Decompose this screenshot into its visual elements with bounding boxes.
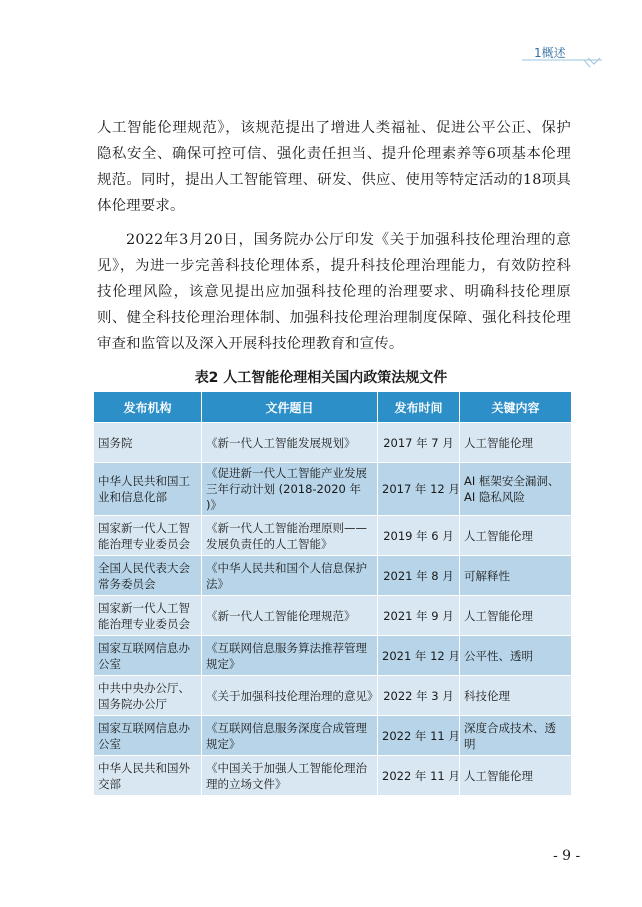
cell-issuer: 国家新一代人工智能治理专业委员会 <box>94 596 202 636</box>
section-header: 1概述 <box>534 46 566 60</box>
cell-key-content: AI 框架安全漏洞、AI 隐私风险 <box>460 463 572 516</box>
cell-date: 2019 年 6 月 <box>378 516 460 556</box>
cell-date: 2017 年 12 月 <box>378 463 460 516</box>
cell-title: 《互联网信息服务深度合成管理规定》 <box>202 716 378 756</box>
cell-date: 2022 年 3 月 <box>378 676 460 716</box>
cell-date: 2021 年 9 月 <box>378 596 460 636</box>
table-row <box>94 756 572 796</box>
cell-issuer: 中华人民共和国工业和信息化部 <box>94 463 202 516</box>
table-row <box>94 423 572 463</box>
table-row <box>94 636 572 676</box>
cell-date: 2021 年 8 月 <box>378 556 460 596</box>
cell-date: 2021 年 12 月 <box>378 636 460 676</box>
cell-issuer: 国家新一代人工智能治理专业委员会 <box>94 516 202 556</box>
header-key-content: 关键内容 <box>460 392 572 423</box>
cell-title: 《新一代人工智能发展规划》 <box>202 423 378 463</box>
table-row <box>94 716 572 756</box>
cell-title: 《中华人民共和国个人信息保护法》 <box>202 556 378 596</box>
cell-key-content: 人工智能伦理 <box>460 423 572 463</box>
cell-key-content: 深度合成技术、透明 <box>460 716 572 756</box>
cell-issuer: 国务院 <box>94 423 202 463</box>
cell-title: 《新一代人工智能治理原则——发展负责任的人工智能》 <box>202 516 378 556</box>
cell-issuer: 中共中央办公厅、国务院办公厅 <box>94 676 202 716</box>
cell-issuer: 国家互联网信息办公室 <box>94 716 202 756</box>
cell-date: 2017 年 7 月 <box>378 423 460 463</box>
cell-date: 2022 年 11 月 <box>378 716 460 756</box>
table-header-row <box>94 392 572 423</box>
cell-title: 《促进新一代人工智能产业发展三年行动计划 (2018-2020 年 )》 <box>202 463 378 516</box>
cell-key-content: 人工智能伦理 <box>460 756 572 796</box>
body-paragraph-2: 2022年3月20日，国务院办公厅印发《关于加强科技伦理治理的意见》，为进一步完善科技伦理体系，提升科技伦理治理能力，有效防控科技伦理风险，该意见提出应加强科技伦理的治理要求、明确科技伦理原则、健全科技伦理治理体制、加强科技伦理治理制度保障、强化科技伦理审查和监管以及深入开展科技伦理教育和宣传。 <box>97 232 571 352</box>
table-row <box>94 556 572 596</box>
cell-date: 2022 年 11 月 <box>378 756 460 796</box>
cell-title: 《新一代人工智能伦理规范》 <box>202 596 378 636</box>
table-row <box>94 596 572 636</box>
table-row <box>94 463 572 516</box>
cell-key-content: 公平性、透明 <box>460 636 572 676</box>
cell-key-content: 可解释性 <box>460 556 572 596</box>
cell-issuer: 国家互联网信息办公室 <box>94 636 202 676</box>
table-row <box>94 516 572 556</box>
cell-key-content: 人工智能伦理 <box>460 596 572 636</box>
cell-key-content: 科技伦理 <box>460 676 572 716</box>
header-title: 文件题目 <box>202 392 378 423</box>
cell-title: 《中国关于加强人工智能伦理治理的立场文件》 <box>202 756 378 796</box>
header-date: 发布时间 <box>378 392 460 423</box>
cell-issuer: 全国人民代表大会常务委员会 <box>94 556 202 596</box>
header-issuer: 发布机构 <box>94 392 202 423</box>
body-paragraph-1: 人工智能伦理规范》，该规范提出了增进人类福祉、促进公平公正、保护隐私安全、确保可控可信、强化责任担当、提升伦理素养等6项基本伦理规范。同时，提出人工智能管理、研发、供应、使用等特定活动的18项具体伦理要求。 <box>97 120 571 214</box>
cell-issuer: 中华人民共和国外交部 <box>94 756 202 796</box>
page-number: - 9 - <box>553 848 581 864</box>
cell-title: 《关于加强科技伦理治理的意见》 <box>202 676 378 716</box>
table-row <box>94 676 572 716</box>
policy-table <box>93 391 572 796</box>
cell-title: 《互联网信息服务算法推荐管理规定》 <box>202 636 378 676</box>
cell-key-content: 人工智能伦理 <box>460 516 572 556</box>
table-caption: 表2 人工智能伦理相关国内政策法规文件 <box>194 370 448 386</box>
